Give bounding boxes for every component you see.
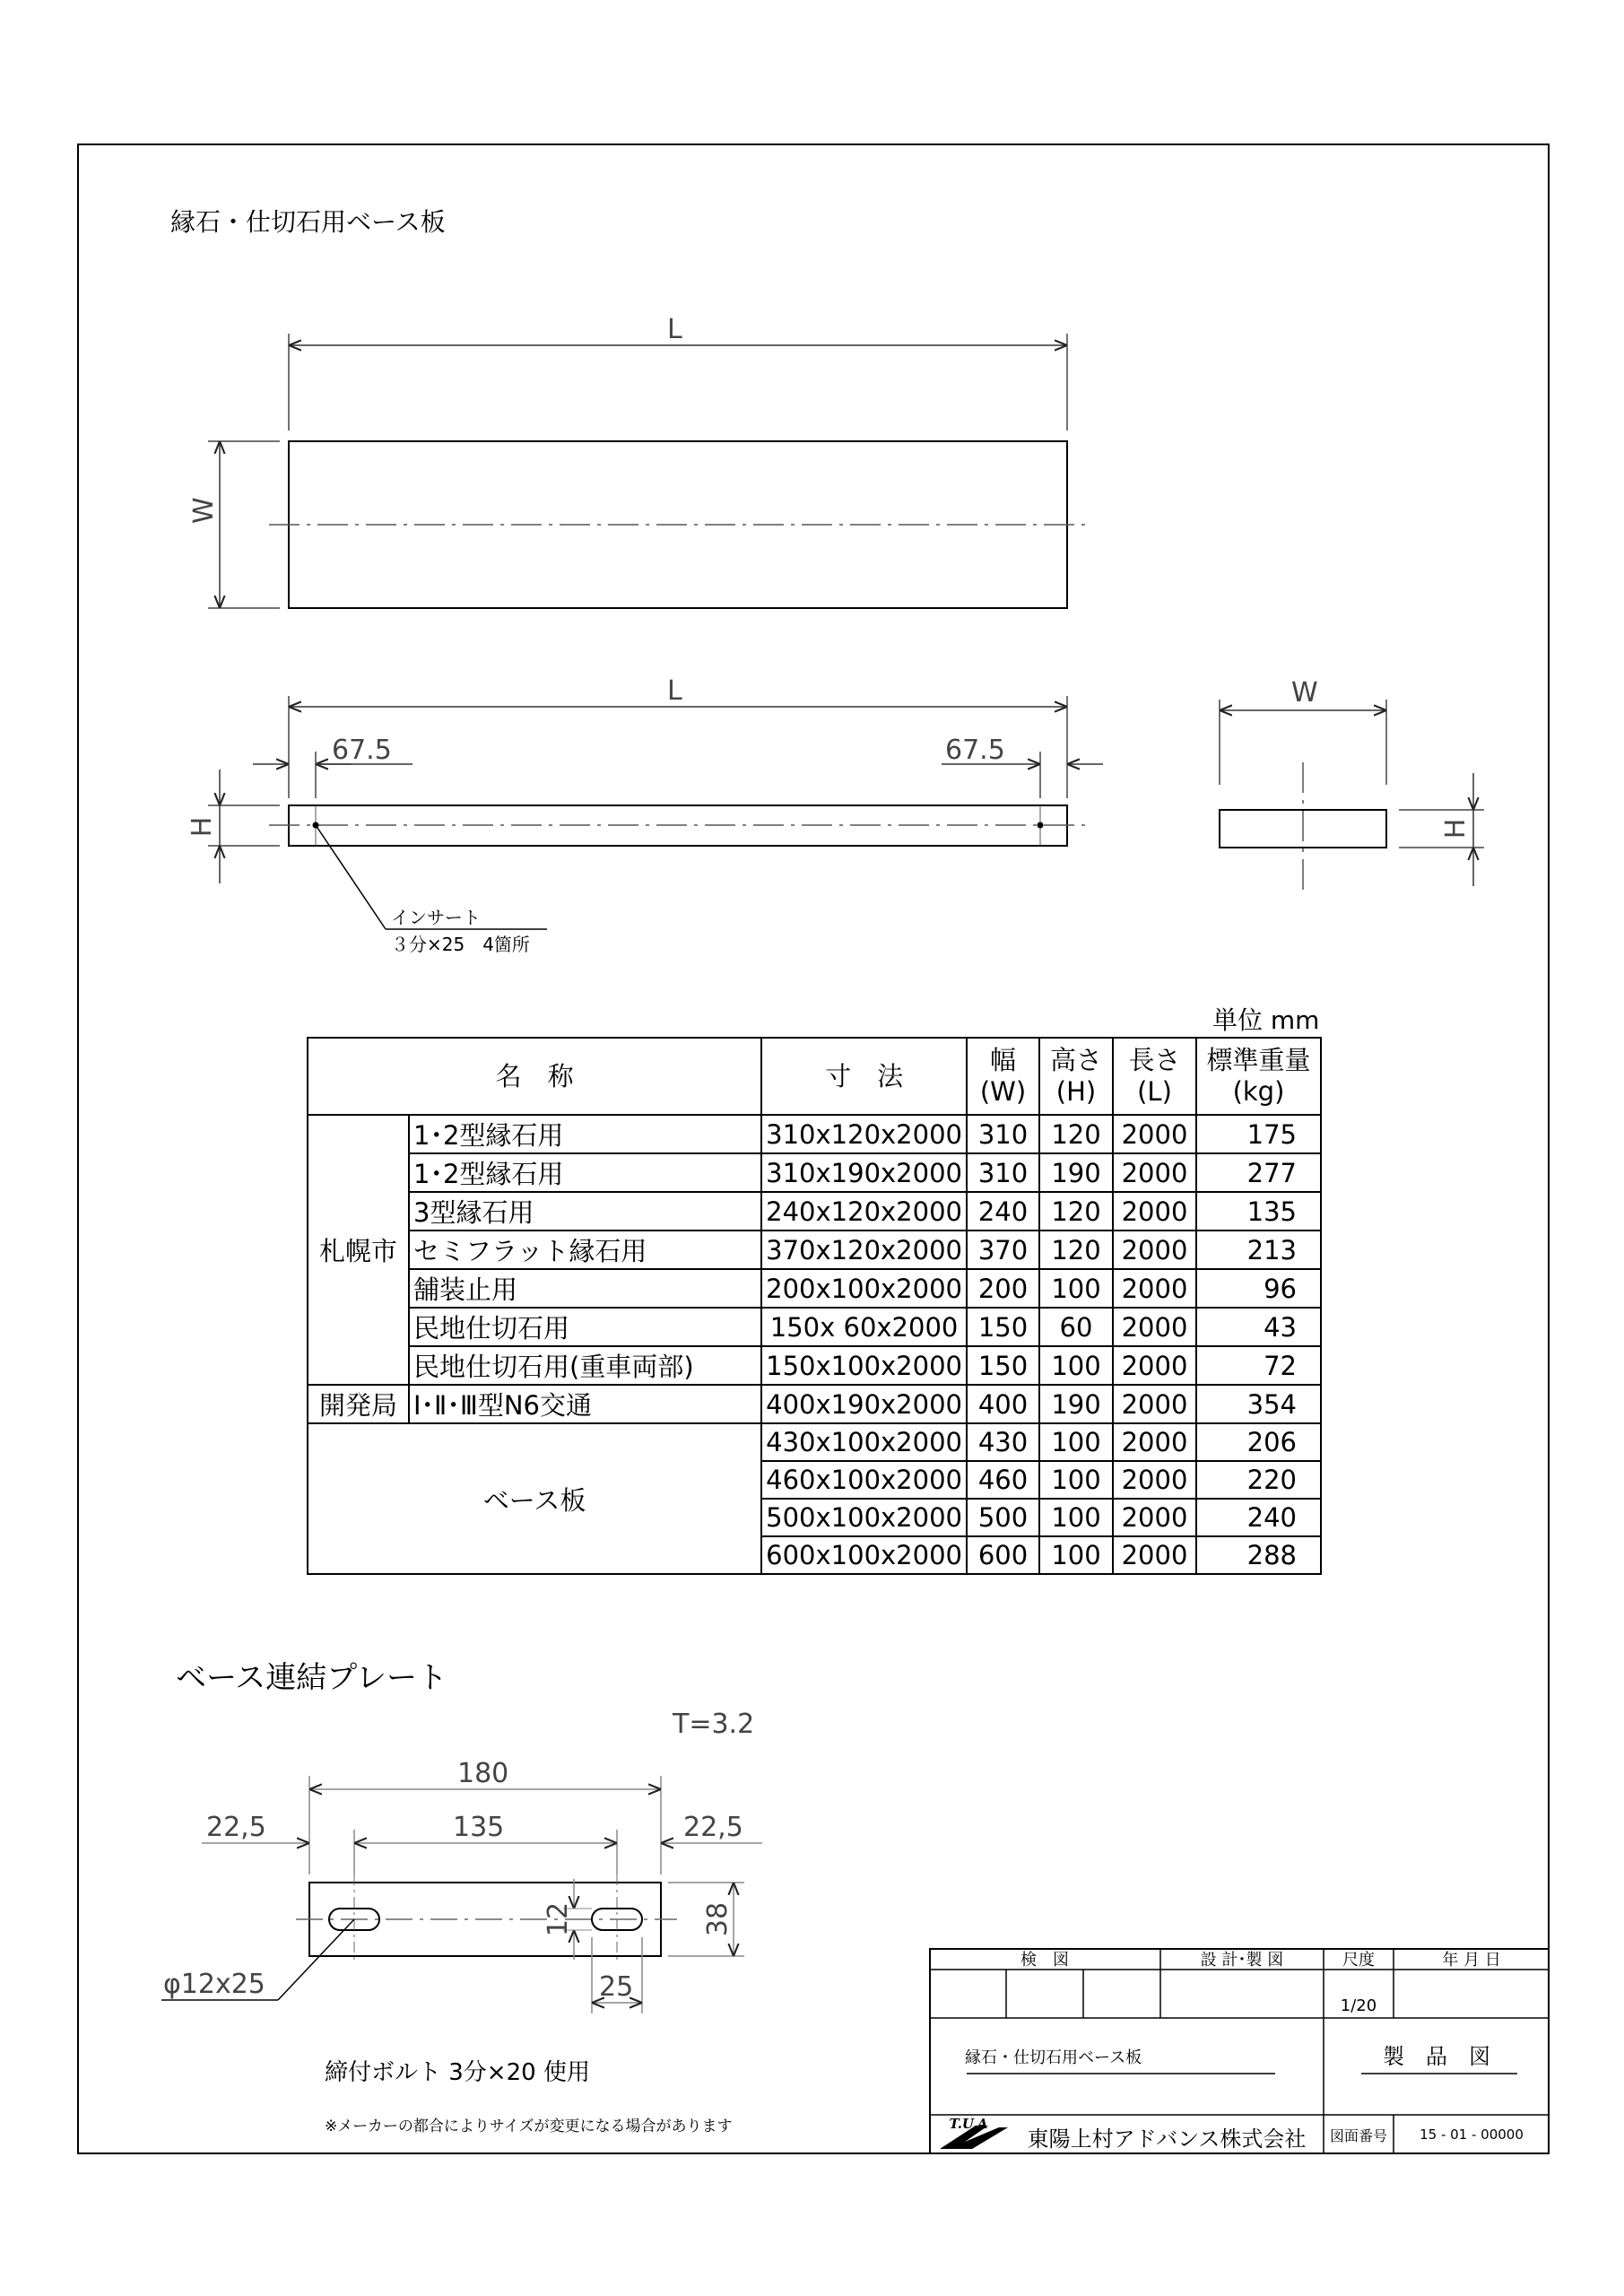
- table-row: 札幌市 1･2型縁石用 310x120x2000 310 120 2000 175: [308, 1115, 1321, 1153]
- side-view: [187, 675, 1103, 955]
- end-view: [1220, 677, 1484, 897]
- group-sapporo: 札幌市: [308, 1115, 409, 1385]
- table-row: 600x100x2000 600 100 2000 288: [308, 1536, 1321, 1574]
- plate-length-label: 180: [457, 1758, 509, 1789]
- page-title: 縁石・仕切石用ベース板: [170, 207, 446, 237]
- table-row: 500x100x2000 500 100 2000 240: [308, 1499, 1321, 1536]
- offset-right-label: 67.5: [945, 735, 1005, 766]
- end-width-label: W: [1291, 677, 1318, 709]
- tb-scale-label: 尺度: [1342, 1951, 1375, 1970]
- header-name: 名 称: [308, 1038, 761, 1115]
- bolt-note: 締付ボルト 3分×20 使用: [325, 2059, 590, 2086]
- connecting-plate: [161, 1709, 762, 2013]
- spec-table: [307, 1037, 1322, 1575]
- plate-left-margin: 22,5: [206, 1812, 266, 1843]
- unit-label: 単位 mm: [1212, 1005, 1320, 1035]
- plate-slot-length: 25: [599, 1971, 634, 2003]
- tb-company: 東陽上村アドバンス株式会社: [1027, 2126, 1307, 2152]
- table-row: 460x100x2000 460 100 2000 220: [308, 1461, 1321, 1499]
- plate-title: ベース連結プレート: [176, 1660, 447, 1696]
- hole-leader: [278, 1919, 354, 2000]
- table-row: 民地仕切石用(重車両部) 150x100x2000 150 100 2000 72: [308, 1346, 1321, 1385]
- title-block: [929, 1948, 1550, 2154]
- table-row: 3型縁石用 240x120x2000 240 120 2000 135: [308, 1192, 1321, 1231]
- hole-label: φ12x25: [163, 1969, 265, 2000]
- side-length-label: L: [667, 675, 682, 707]
- tb-drawing-type: 製 品 図: [1383, 2043, 1490, 2069]
- table-row: 民地仕切石用 150x 60x2000 150 60 2000 43: [308, 1308, 1321, 1346]
- insert-right: [1038, 822, 1044, 829]
- end-height-label: H: [1440, 818, 1472, 839]
- table-row: 開発局 Ⅰ･Ⅱ･Ⅲ型N6交通 400x190x2000 400 190 2000 354: [308, 1385, 1321, 1423]
- plate-right-margin: 22,5: [683, 1812, 743, 1843]
- tb-drawing-number: 15 - 01 - 00000: [1420, 2126, 1524, 2143]
- header-height: 高さ (H): [1039, 1038, 1113, 1115]
- tb-company-logo: T.U.A: [949, 2116, 988, 2132]
- footnote: ※メーカーの都合によりサイズが変更になる場合があります: [325, 2118, 733, 2135]
- insert-spec: ３分×25 4箇所: [391, 934, 530, 955]
- plate-height-label: 38: [702, 1901, 734, 1937]
- plate-slot-width: 12: [543, 1901, 574, 1937]
- header-width: 幅 (W): [967, 1038, 1039, 1115]
- tb-inspection: 検 図: [1020, 1951, 1069, 1970]
- group-kaihatsu: 開発局: [308, 1385, 409, 1423]
- tb-date-label: 年 月 日: [1442, 1951, 1501, 1970]
- insert-label: インサート: [391, 907, 481, 928]
- header-weight: 標準重量 (kg): [1196, 1038, 1321, 1115]
- header-dims: 寸 法: [761, 1038, 967, 1115]
- top-length-label: L: [667, 314, 682, 345]
- plate-center-span: 135: [453, 1812, 505, 1843]
- tb-drawing-title: 縁石・仕切石用ベース板: [965, 2048, 1142, 2067]
- table-row: ベース板 430x100x2000 430 100 2000 206: [308, 1423, 1321, 1461]
- group-base-plate: ベース板: [308, 1423, 761, 1574]
- tb-scale-value: 1/20: [1340, 1996, 1377, 2015]
- top-view: [188, 314, 1085, 608]
- table-row: 舗装止用 200x100x2000 200 100 2000 96: [308, 1269, 1321, 1308]
- side-height-label: H: [187, 816, 218, 838]
- table-header-row: [308, 1038, 1321, 1115]
- header-length: 長さ (L): [1113, 1038, 1196, 1115]
- plate-thickness: T=3.2: [673, 1709, 755, 1740]
- table-row: セミフラット縁石用 370x120x2000 370 120 2000 213: [308, 1231, 1321, 1269]
- tb-design: 設 計･製 図: [1200, 1951, 1284, 1970]
- top-width-label: W: [188, 497, 220, 524]
- insert-leader: [316, 825, 386, 929]
- offset-left-label: 67.5: [332, 735, 392, 766]
- tb-drawing-number-label: 図面番号: [1329, 2126, 1387, 2144]
- table-row: 1･2型縁石用 310x190x2000 310 190 2000 277: [308, 1153, 1321, 1192]
